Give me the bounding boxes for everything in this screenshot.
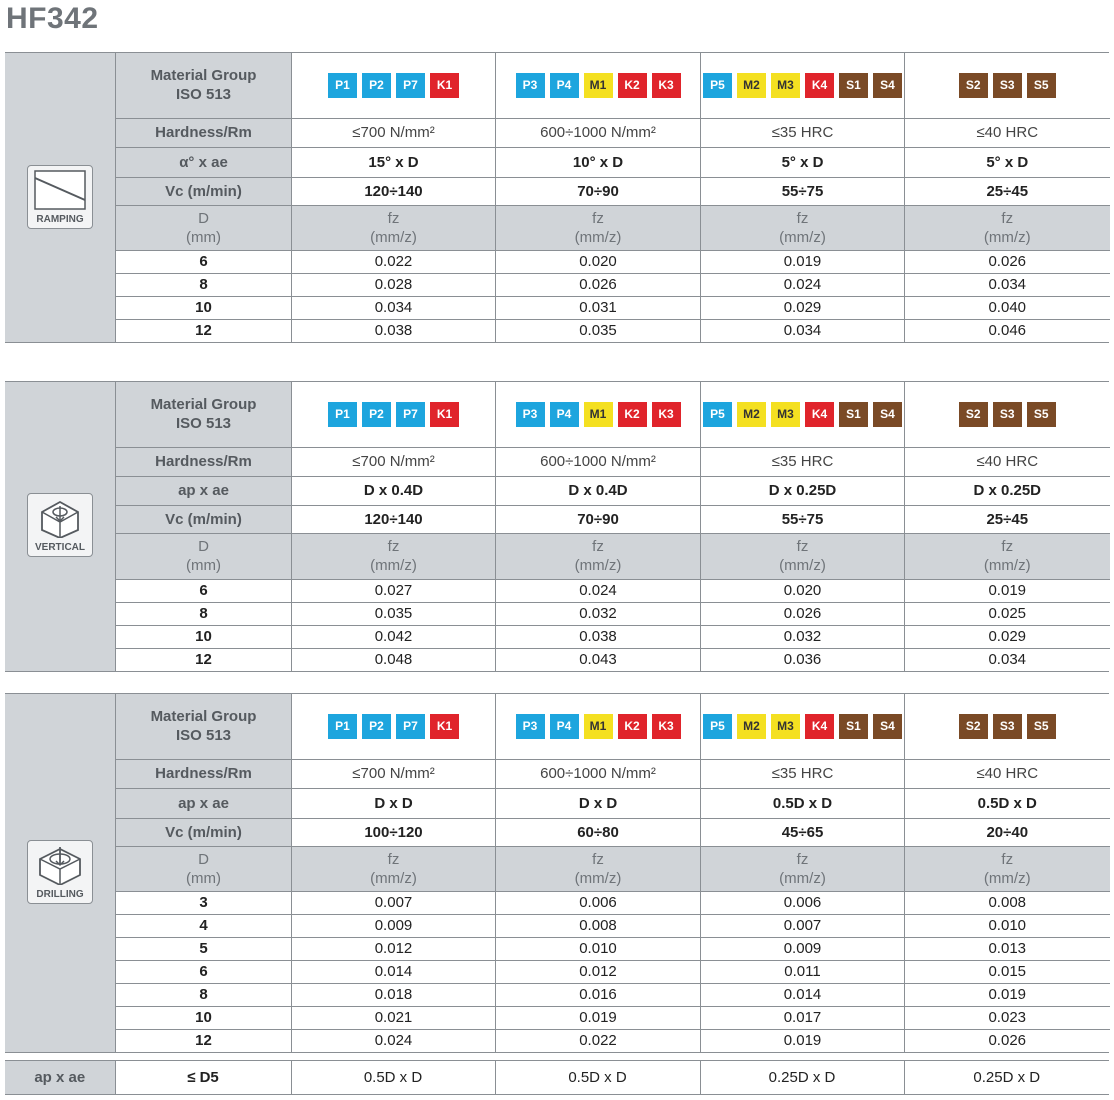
fz-cell: 0.029 bbox=[905, 625, 1110, 648]
material-grade-badge: P1 bbox=[328, 714, 357, 739]
material-grade-badge: K3 bbox=[652, 714, 681, 739]
fz-cell: 0.028 bbox=[292, 273, 496, 296]
fz-cell: 0.019 bbox=[701, 250, 905, 273]
fz-cell: 0.032 bbox=[496, 602, 701, 625]
table-row bbox=[116, 960, 1110, 983]
diameter-header: D (mm) bbox=[116, 205, 292, 250]
hardness-label: Hardness/Rm bbox=[116, 759, 292, 788]
material-group-cell bbox=[496, 382, 701, 447]
footer-d: ≤ D5 bbox=[115, 1061, 291, 1094]
material-grade-badge: M1 bbox=[584, 402, 613, 427]
fz-cell: 0.010 bbox=[496, 937, 701, 960]
cutting-table bbox=[115, 694, 1110, 1052]
param-cell: D x 0.4D bbox=[496, 476, 701, 505]
vertical-icon bbox=[27, 493, 93, 557]
material-grade-badge: M3 bbox=[771, 73, 800, 98]
table-row bbox=[116, 648, 1110, 671]
material-group-cell bbox=[496, 694, 701, 759]
table-row bbox=[116, 296, 1110, 319]
fz-cell: 0.034 bbox=[292, 296, 496, 319]
material-grade-badge: K4 bbox=[805, 714, 834, 739]
diameter-cell: 6 bbox=[116, 960, 292, 983]
table-row bbox=[116, 1006, 1110, 1029]
section-drilling bbox=[5, 693, 1109, 1053]
material-grade-badge: K4 bbox=[805, 402, 834, 427]
hardness-cell: ≤700 N/mm² bbox=[292, 759, 496, 788]
fz-cell: 0.024 bbox=[701, 273, 905, 296]
fz-header: fz (mm/z) bbox=[905, 533, 1110, 579]
vc-cell: 20÷40 bbox=[905, 818, 1110, 846]
material-grade-badge: P5 bbox=[703, 73, 732, 98]
mode-sidebar bbox=[5, 694, 116, 1052]
table-row bbox=[116, 625, 1110, 648]
vc-label: Vc (m/min) bbox=[116, 505, 292, 533]
material-grade-badge: S5 bbox=[1027, 402, 1056, 427]
fz-cell: 0.025 bbox=[905, 602, 1110, 625]
material-grade-badge: P1 bbox=[328, 73, 357, 98]
param-cell: 0.5D x D bbox=[905, 788, 1110, 818]
material-grade-badge: K4 bbox=[805, 73, 834, 98]
table-row bbox=[116, 319, 1110, 342]
fz-cell: 0.007 bbox=[701, 914, 905, 937]
material-grade-badge: P3 bbox=[516, 73, 545, 98]
material-grade-badge: P5 bbox=[703, 714, 732, 739]
vc-cell: 55÷75 bbox=[701, 505, 905, 533]
material-grade-badge: K1 bbox=[430, 73, 459, 98]
material-grade-badge: P4 bbox=[550, 714, 579, 739]
fz-cell: 0.034 bbox=[701, 319, 905, 342]
fz-cell: 0.019 bbox=[496, 1006, 701, 1029]
fz-cell: 0.035 bbox=[496, 319, 701, 342]
hardness-cell: ≤700 N/mm² bbox=[292, 118, 496, 147]
fz-cell: 0.026 bbox=[701, 602, 905, 625]
material-grade-badge: S1 bbox=[839, 714, 868, 739]
fz-cell: 0.035 bbox=[292, 602, 496, 625]
material-grade-badge: M2 bbox=[737, 714, 766, 739]
table-row bbox=[116, 579, 1110, 602]
fz-cell: 0.048 bbox=[292, 648, 496, 671]
param-cell: D x 0.25D bbox=[905, 476, 1110, 505]
section-vertical bbox=[5, 381, 1109, 672]
vc-label: Vc (m/min) bbox=[116, 177, 292, 205]
material-grade-badge: K1 bbox=[430, 402, 459, 427]
material-group-cell bbox=[701, 382, 905, 447]
fz-cell: 0.009 bbox=[701, 937, 905, 960]
material-group-cell bbox=[905, 53, 1110, 118]
fz-cell: 0.019 bbox=[905, 579, 1110, 602]
vc-cell: 25÷45 bbox=[905, 505, 1110, 533]
diameter-cell: 5 bbox=[116, 937, 292, 960]
fz-cell: 0.019 bbox=[905, 983, 1110, 1006]
material-group-cell bbox=[292, 382, 496, 447]
drilling-icon bbox=[27, 840, 93, 904]
fz-cell: 0.022 bbox=[292, 250, 496, 273]
fz-cell: 0.012 bbox=[496, 960, 701, 983]
table-row bbox=[116, 937, 1110, 960]
fz-header: fz (mm/z) bbox=[496, 846, 701, 891]
diameter-cell: 6 bbox=[116, 250, 292, 273]
material-grade-badge: K2 bbox=[618, 402, 647, 427]
vc-cell: 60÷80 bbox=[496, 818, 701, 846]
fz-header: fz (mm/z) bbox=[701, 205, 905, 250]
fz-cell: 0.026 bbox=[496, 273, 701, 296]
material-grade-badge: M2 bbox=[737, 402, 766, 427]
fz-header: fz (mm/z) bbox=[701, 846, 905, 891]
fz-cell: 0.011 bbox=[701, 960, 905, 983]
vc-cell: 70÷90 bbox=[496, 505, 701, 533]
material-grade-badge: P3 bbox=[516, 402, 545, 427]
material-grade-badge: S4 bbox=[873, 73, 902, 98]
material-grade-badge: P7 bbox=[396, 714, 425, 739]
param-cell: 5° x D bbox=[701, 147, 905, 177]
footer-value: 0.25D x D bbox=[700, 1061, 904, 1094]
material-grade-badge: P3 bbox=[516, 714, 545, 739]
footer-label: ap x ae bbox=[5, 1061, 115, 1094]
diameter-header: D (mm) bbox=[116, 533, 292, 579]
material-grade-badge: S4 bbox=[873, 402, 902, 427]
material-group-cell bbox=[292, 53, 496, 118]
fz-cell: 0.029 bbox=[701, 296, 905, 319]
hardness-cell: ≤40 HRC bbox=[905, 759, 1110, 788]
fz-cell: 0.024 bbox=[292, 1029, 496, 1052]
fz-cell: 0.014 bbox=[701, 983, 905, 1006]
material-grade-badge: S5 bbox=[1027, 714, 1056, 739]
diameter-cell: 10 bbox=[116, 625, 292, 648]
diameter-cell: 12 bbox=[116, 648, 292, 671]
vc-cell: 55÷75 bbox=[701, 177, 905, 205]
table-row bbox=[116, 602, 1110, 625]
diameter-cell: 10 bbox=[116, 296, 292, 319]
material-grade-badge: K3 bbox=[652, 73, 681, 98]
mode-label: DRILLING bbox=[36, 889, 84, 900]
fz-cell: 0.026 bbox=[905, 1029, 1110, 1052]
fz-cell: 0.027 bbox=[292, 579, 496, 602]
fz-cell: 0.038 bbox=[496, 625, 701, 648]
diameter-cell: 6 bbox=[116, 579, 292, 602]
diameter-cell: 8 bbox=[116, 602, 292, 625]
fz-cell: 0.022 bbox=[496, 1029, 701, 1052]
material-grade-badge: S1 bbox=[839, 402, 868, 427]
material-grade-badge: P2 bbox=[362, 402, 391, 427]
material-group-cell bbox=[496, 53, 701, 118]
footer-value: 0.25D x D bbox=[904, 1061, 1109, 1094]
mode-sidebar bbox=[5, 53, 116, 342]
diameter-cell: 12 bbox=[116, 1029, 292, 1052]
material-group-label: Material Group ISO 513 bbox=[116, 382, 292, 447]
diameter-cell: 12 bbox=[116, 319, 292, 342]
hardness-cell: ≤35 HRC bbox=[701, 759, 905, 788]
material-grade-badge: S1 bbox=[839, 73, 868, 98]
material-group-cell bbox=[292, 694, 496, 759]
material-grade-badge: S5 bbox=[1027, 73, 1056, 98]
material-grade-badge: S4 bbox=[873, 714, 902, 739]
fz-cell: 0.043 bbox=[496, 648, 701, 671]
material-grade-badge: S3 bbox=[993, 73, 1022, 98]
material-grade-badge: M1 bbox=[584, 73, 613, 98]
footer-value: 0.5D x D bbox=[495, 1061, 700, 1094]
material-group-label: Material Group ISO 513 bbox=[116, 53, 292, 118]
material-grade-badge: K3 bbox=[652, 402, 681, 427]
fz-cell: 0.012 bbox=[292, 937, 496, 960]
material-grade-badge: S3 bbox=[993, 402, 1022, 427]
fz-cell: 0.016 bbox=[496, 983, 701, 1006]
material-grade-badge: P2 bbox=[362, 714, 391, 739]
fz-header: fz (mm/z) bbox=[292, 205, 496, 250]
mode-label: RAMPING bbox=[36, 214, 84, 225]
fz-cell: 0.006 bbox=[701, 891, 905, 914]
hardness-cell: ≤700 N/mm² bbox=[292, 447, 496, 476]
material-grade-badge: M1 bbox=[584, 714, 613, 739]
fz-header: fz (mm/z) bbox=[496, 205, 701, 250]
fz-cell: 0.017 bbox=[701, 1006, 905, 1029]
fz-cell: 0.009 bbox=[292, 914, 496, 937]
diameter-cell: 8 bbox=[116, 983, 292, 1006]
diameter-header: D (mm) bbox=[116, 846, 292, 891]
vc-cell: 70÷90 bbox=[496, 177, 701, 205]
param-cell: 5° x D bbox=[905, 147, 1110, 177]
fz-cell: 0.006 bbox=[496, 891, 701, 914]
param-label: ap x ae bbox=[116, 476, 292, 505]
hardness-label: Hardness/Rm bbox=[116, 118, 292, 147]
material-grade-badge: P4 bbox=[550, 73, 579, 98]
mode-sidebar bbox=[5, 382, 116, 671]
fz-cell: 0.019 bbox=[701, 1029, 905, 1052]
fz-cell: 0.046 bbox=[905, 319, 1110, 342]
material-grade-badge: P7 bbox=[396, 402, 425, 427]
material-grade-badge: M2 bbox=[737, 73, 766, 98]
fz-cell: 0.020 bbox=[496, 250, 701, 273]
fz-cell: 0.007 bbox=[292, 891, 496, 914]
vc-cell: 120÷140 bbox=[292, 505, 496, 533]
hardness-cell: ≤40 HRC bbox=[905, 118, 1110, 147]
fz-cell: 0.015 bbox=[905, 960, 1110, 983]
fz-cell: 0.038 bbox=[292, 319, 496, 342]
cutting-table bbox=[115, 53, 1110, 342]
param-label: ap x ae bbox=[116, 788, 292, 818]
material-grade-badge: S2 bbox=[959, 402, 988, 427]
material-grade-badge: P5 bbox=[703, 402, 732, 427]
param-cell: 0.5D x D bbox=[701, 788, 905, 818]
fz-header: fz (mm/z) bbox=[292, 846, 496, 891]
fz-cell: 0.042 bbox=[292, 625, 496, 648]
hardness-cell: ≤35 HRC bbox=[701, 447, 905, 476]
param-cell: D x 0.4D bbox=[292, 476, 496, 505]
fz-cell: 0.024 bbox=[496, 579, 701, 602]
vc-cell: 100÷120 bbox=[292, 818, 496, 846]
param-cell: 10° x D bbox=[496, 147, 701, 177]
material-group-cell bbox=[905, 694, 1110, 759]
material-group-cell bbox=[701, 694, 905, 759]
fz-header: fz (mm/z) bbox=[701, 533, 905, 579]
fz-cell: 0.014 bbox=[292, 960, 496, 983]
material-grade-badge: P7 bbox=[396, 73, 425, 98]
fz-header: fz (mm/z) bbox=[496, 533, 701, 579]
fz-cell: 0.034 bbox=[905, 648, 1110, 671]
material-grade-badge: P4 bbox=[550, 402, 579, 427]
material-grade-badge: K2 bbox=[618, 714, 647, 739]
material-grade-badge: S3 bbox=[993, 714, 1022, 739]
table-row bbox=[116, 914, 1110, 937]
diameter-cell: 8 bbox=[116, 273, 292, 296]
ramping-icon bbox=[27, 165, 93, 229]
param-cell: D x D bbox=[496, 788, 701, 818]
material-grade-badge: M3 bbox=[771, 402, 800, 427]
material-group-cell bbox=[905, 382, 1110, 447]
param-cell: 15° x D bbox=[292, 147, 496, 177]
section-ramping bbox=[5, 52, 1109, 343]
hardness-cell: 600÷1000 N/mm² bbox=[496, 759, 701, 788]
hardness-cell: 600÷1000 N/mm² bbox=[496, 118, 701, 147]
cutting-table bbox=[115, 382, 1110, 671]
footer-value: 0.5D x D bbox=[291, 1061, 495, 1094]
fz-header: fz (mm/z) bbox=[905, 205, 1110, 250]
fz-cell: 0.031 bbox=[496, 296, 701, 319]
fz-cell: 0.010 bbox=[905, 914, 1110, 937]
diameter-cell: 3 bbox=[116, 891, 292, 914]
hardness-cell: ≤40 HRC bbox=[905, 447, 1110, 476]
material-grade-badge: K1 bbox=[430, 714, 459, 739]
material-grade-badge: S2 bbox=[959, 714, 988, 739]
table-row bbox=[116, 891, 1110, 914]
material-grade-badge: M3 bbox=[771, 714, 800, 739]
material-grade-badge: S2 bbox=[959, 73, 988, 98]
fz-cell: 0.021 bbox=[292, 1006, 496, 1029]
table-row bbox=[116, 273, 1110, 296]
param-cell: D x D bbox=[292, 788, 496, 818]
vc-label: Vc (m/min) bbox=[116, 818, 292, 846]
fz-cell: 0.008 bbox=[496, 914, 701, 937]
fz-cell: 0.032 bbox=[701, 625, 905, 648]
param-cell: D x 0.25D bbox=[701, 476, 905, 505]
material-grade-badge: K2 bbox=[618, 73, 647, 98]
fz-cell: 0.013 bbox=[905, 937, 1110, 960]
hardness-label: Hardness/Rm bbox=[116, 447, 292, 476]
material-grade-badge: P1 bbox=[328, 402, 357, 427]
material-group-label: Material Group ISO 513 bbox=[116, 694, 292, 759]
vc-cell: 25÷45 bbox=[905, 177, 1110, 205]
fz-cell: 0.020 bbox=[701, 579, 905, 602]
footer-table bbox=[5, 1060, 1109, 1095]
table-row bbox=[116, 250, 1110, 273]
vc-cell: 45÷65 bbox=[701, 818, 905, 846]
fz-cell: 0.026 bbox=[905, 250, 1110, 273]
material-group-cell bbox=[701, 53, 905, 118]
fz-header: fz (mm/z) bbox=[905, 846, 1110, 891]
diameter-cell: 10 bbox=[116, 1006, 292, 1029]
fz-cell: 0.023 bbox=[905, 1006, 1110, 1029]
diameter-cell: 4 bbox=[116, 914, 292, 937]
mode-label: VERTICAL bbox=[35, 542, 85, 553]
table-row bbox=[116, 1029, 1110, 1052]
fz-cell: 0.036 bbox=[701, 648, 905, 671]
hardness-cell: ≤35 HRC bbox=[701, 118, 905, 147]
fz-cell: 0.034 bbox=[905, 273, 1110, 296]
fz-header: fz (mm/z) bbox=[292, 533, 496, 579]
table-row bbox=[116, 983, 1110, 1006]
fz-cell: 0.018 bbox=[292, 983, 496, 1006]
fz-cell: 0.040 bbox=[905, 296, 1110, 319]
fz-cell: 0.008 bbox=[905, 891, 1110, 914]
page-title: HF342 bbox=[6, 2, 99, 35]
material-grade-badge: P2 bbox=[362, 73, 391, 98]
vc-cell: 120÷140 bbox=[292, 177, 496, 205]
hardness-cell: 600÷1000 N/mm² bbox=[496, 447, 701, 476]
param-label: α° x ae bbox=[116, 147, 292, 177]
